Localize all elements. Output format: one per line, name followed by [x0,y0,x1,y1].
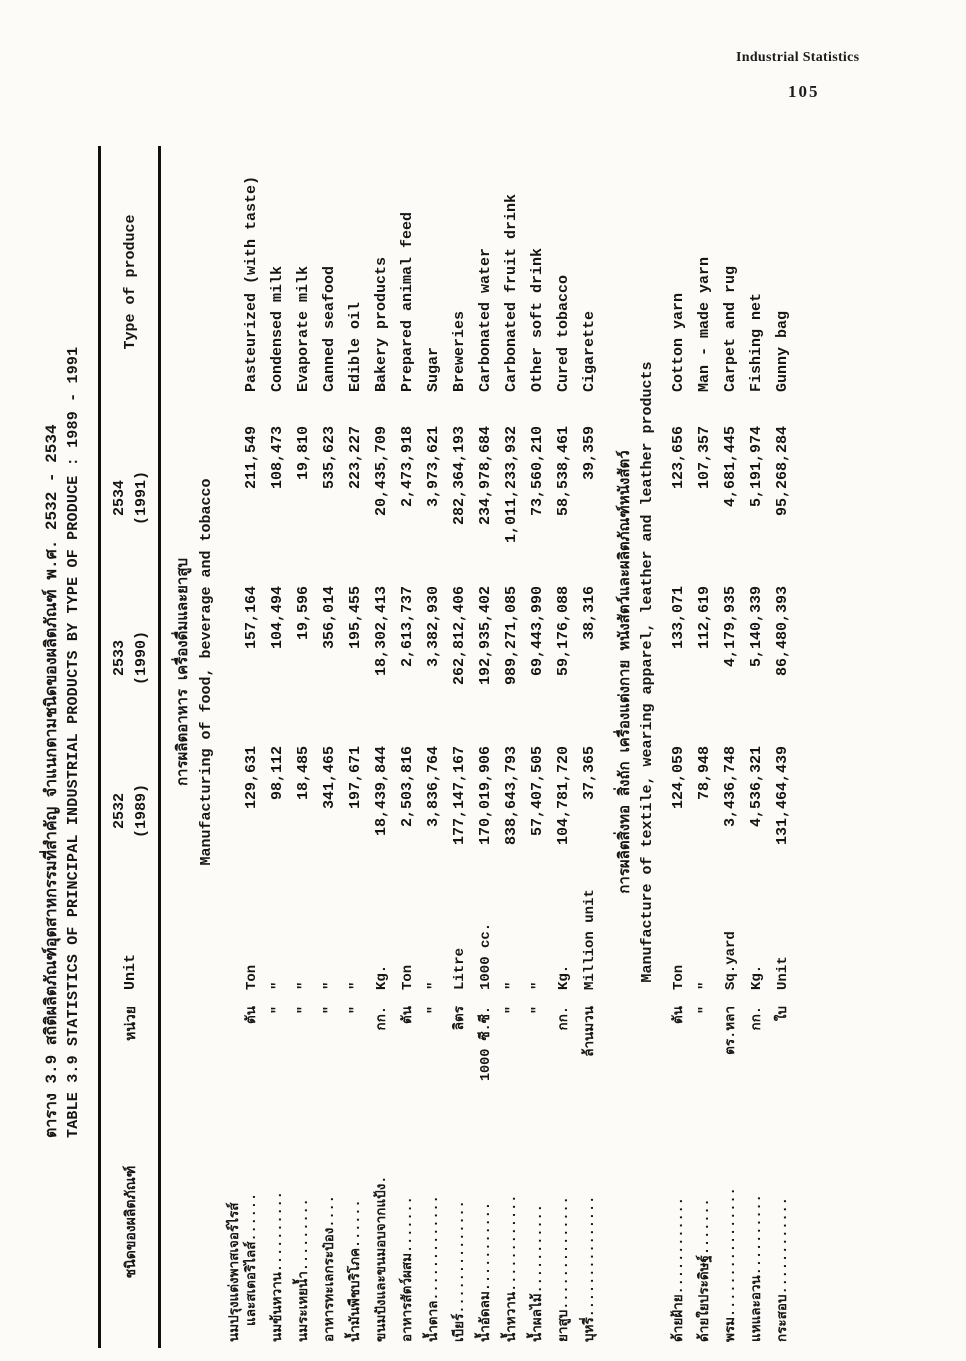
value-2532-cell: 129,631 [242,746,260,810]
product-name-thai-cell [369,1096,395,1348]
product-name-thai-line1: พรม................ [723,1187,739,1342]
section-heading-english: Manufacture of textile, wearing apparel, leather and leather products [639,361,657,983]
table-row [291,146,317,1348]
product-name-english-cell: Breweries [450,310,468,392]
value-2534-cell: 535,623 [320,426,338,490]
unit-thai-cell: " [296,1006,312,1015]
value-2533-cell: 18,302,413 [372,586,390,677]
table-header [99,146,160,1348]
value-2532-cell: 18,485 [294,746,312,801]
value-2534-cell: 19,810 [294,426,312,481]
table-row [317,146,343,1348]
value-2533-cell: 2,613,737 [398,586,416,668]
unit-english-cell: Litre [451,947,468,990]
table-row [551,146,577,1348]
value-2533-cell: 356,014 [320,586,338,650]
value-2533-cell: 59,176,088 [554,586,572,677]
table-title-thai: ตาราง 3.9 สถิติผลิตภัณฑ์อุตสาหกรรมที่สำคัญ จำแนกตามชนิดของผลิตภัณฑ์ พ.ศ. 2532 - 2534 [43,424,61,1138]
product-name-thai-cell [744,1096,770,1348]
product-name-english-cell: Evaporate milk [294,265,312,392]
unit-english-cell: Ton [243,964,260,990]
value-2533-cell: 133,071 [669,586,687,650]
product-name-english-cell: Prepared animal feed [398,211,416,392]
value-2533-cell: 86,480,393 [773,586,791,677]
table-row [224,146,264,1348]
product-name-english-cell: Other soft drink [528,247,546,392]
col-header-year-2534 [99,418,160,578]
unit-english-cell: " [269,981,286,990]
product-name-thai-cell [551,1096,577,1348]
product-name-thai-line1: น้ำหวาน............ [504,1194,520,1342]
page-header [736,50,916,102]
rotated-table-container [38,138,943,1350]
product-name-english-cell: Cured tobacco [554,274,572,392]
col-header-year-2532 [99,738,160,884]
product-name-thai-line1: บุหรี่............... [582,1195,598,1342]
unit-english-cell: Unit [774,956,791,990]
value-2533-cell: 195,455 [346,586,364,650]
value-2534-cell: 39,359 [580,426,598,481]
product-name-thai-line1: น้ำมันพืชบริโภค...... [348,1199,364,1342]
table-row [577,146,603,1348]
value-2533-cell: 4,179,935 [721,586,739,668]
value-2532-cell: 104,781,720 [554,746,572,846]
table-title-english: TABLE 3.9 STATISTICS OF PRINCIPAL INDUSTRIAL PRODUCTS BY TYPE OF PRODUCE : 1989 - 1991 [64,346,82,1138]
product-name-thai-cell [291,1096,317,1348]
section-heading-row [603,146,666,1348]
unit-thai-cell: " [348,1006,364,1015]
product-name-thai-line1: น้ำผลไม้........... [530,1204,546,1342]
value-2533-cell: 5,140,339 [747,586,765,668]
value-2532-cell: 37,365 [580,746,598,801]
unit-english-cell: Ton [670,964,687,990]
value-2534-cell: 123,656 [669,426,687,490]
value-2534-cell: 108,473 [268,426,286,490]
table-row [718,146,744,1348]
section-heading-row [160,146,225,1348]
value-2534-cell: 107,357 [695,426,713,490]
unit-english-cell: " [321,981,338,990]
product-name-thai-cell [421,1096,447,1348]
col-header-unit-english: Unit [122,953,140,990]
product-name-english-cell: Fishing net [747,292,765,392]
product-name-thai-line1: น้ำอัดลม........... [478,1202,494,1342]
product-name-thai-line1: ด้ายฝ้าย............ [671,1197,687,1342]
col-header-product-thai: ชนิดของผลิตภัณฑ์ [123,1165,140,1279]
unit-thai-cell: " [697,1006,713,1015]
table-row [525,146,551,1348]
value-2532-cell: 98,112 [268,746,286,801]
value-2532-cell: 170,019,906 [476,746,494,846]
unit-english-cell: Kg. [373,964,390,990]
product-name-thai-cell [395,1096,421,1348]
table-row [343,146,369,1348]
product-name-thai-line1: แหและอวน.......... [749,1194,765,1342]
value-2534-cell: 282,364,193 [450,426,468,526]
section-heading-thai: การผลิตสิ่งทอ สิ่งถัก เครื่องแต่งกาย หนังสัตว์และผลิตภัณฑ์หนังสัตว์ [616,450,634,894]
page-number: 105 [788,82,820,101]
product-name-thai-line1: กระสอบ............ [775,1197,791,1342]
unit-english-cell: " [529,981,546,990]
value-2533-cell: 104,494 [268,586,286,650]
value-2533-cell: 112,619 [695,586,713,650]
table-title-block [42,138,84,1138]
section-heading-cell [603,146,666,1348]
product-name-english-cell: Pasteurized (with taste) [242,175,260,392]
col-header-type-of-produce: Type of produce [122,214,140,350]
unit-thai-cell: กก. [556,1006,572,1031]
unit-thai-cell: ตร.หลา [723,1006,739,1055]
value-2532-cell: 2,503,816 [398,746,416,828]
product-name-thai-cell [692,1096,718,1348]
unit-thai-cell: " [322,1006,338,1015]
year-buddhist: 2532 [110,793,128,830]
product-name-english-cell: Condensed milk [268,265,286,392]
product-name-thai-cell [718,1096,744,1348]
value-2532-cell: 838,643,793 [502,746,520,846]
value-2534-cell: 20,435,709 [372,426,390,517]
unit-english-cell: Million unit [581,889,598,990]
unit-english-cell: Kg. [748,964,765,990]
year-buddhist: 2533 [110,640,128,677]
product-name-thai-line1: ด้ายใยประดิษฐ์....... [697,1198,713,1342]
value-2532-cell: 4,536,321 [747,746,765,828]
product-name-english-cell: Cotton yarn [669,292,687,392]
table-row [770,146,796,1348]
value-2533-cell: 157,164 [242,586,260,650]
table-row [369,146,395,1348]
section-heading-cell [160,146,225,1348]
value-2534-cell: 73,560,210 [528,426,546,517]
value-2534-cell: 58,538,461 [554,426,572,517]
value-2534-cell: 3,973,621 [424,426,442,508]
product-name-thai-line1: นมระเหยน้ำ......... [296,1198,312,1342]
product-name-thai-line1: เบียร์.............. [452,1200,468,1342]
value-2532-cell: 131,464,439 [773,746,791,846]
product-name-thai-cell [577,1096,603,1348]
value-2532-cell: 78,948 [695,746,713,801]
product-name-thai-cell [499,1096,525,1348]
table-body [160,146,796,1348]
product-name-thai-line1: ยาสูบ.............. [556,1196,572,1342]
unit-thai-cell: " [426,1006,442,1015]
year-gregorian: (1989) [132,784,150,839]
value-2533-cell: 69,443,990 [528,586,546,677]
unit-english-cell: " [696,981,713,990]
unit-thai-cell: กก. [374,1006,390,1031]
unit-thai-cell: ล้านมวน [582,1006,598,1057]
table-row [692,146,718,1348]
landscape-canvas [42,138,947,1350]
running-head: Industrial Statistics [736,50,860,65]
value-2534-cell: 234,978,684 [476,426,494,526]
year-gregorian: (1991) [132,471,150,526]
value-2534-cell: 223,227 [346,426,364,490]
product-name-english-cell: Cigarette [580,310,598,392]
unit-english-cell: Ton [399,964,416,990]
product-name-thai-line1: อาหารทะเลกระป๋อง.... [322,1195,338,1342]
product-name-thai-cell [666,1096,692,1348]
unit-english-cell: Kg. [555,964,572,990]
product-name-thai-line1: อาหารสัตว์ผสม....... [400,1196,416,1342]
product-name-english-cell: Carbonated fruit drink [502,193,520,392]
product-name-english-cell: Bakery products [372,256,390,392]
table-row [421,146,447,1348]
col-header-unit-thai: หน่วย [123,1006,140,1041]
value-2532-cell: 3,436,748 [721,746,739,828]
value-2534-cell: 1,011,233,932 [502,426,520,544]
unit-thai-cell: " [270,1006,286,1015]
unit-thai-cell: ลิตร [452,1006,468,1031]
unit-thai-cell: 1000 ซี.ซี. [478,1006,494,1082]
table-row [447,146,473,1348]
table-row [499,146,525,1348]
product-name-thai-line1: ขนมปังและขนมอบจากแป้ง. [374,1175,390,1342]
table-row [265,146,291,1348]
product-name-english-cell: Sugar [424,346,442,392]
product-name-english-cell: Edible oil [346,301,364,392]
unit-thai-cell: กก. [749,1006,765,1031]
product-name-thai-cell [473,1096,499,1348]
unit-thai-cell: ตัน [671,1006,687,1024]
product-name-english-cell: Gunny bag [773,310,791,392]
value-2534-cell: 4,681,445 [721,426,739,508]
unit-thai-cell: " [530,1006,546,1015]
value-2532-cell: 197,671 [346,746,364,810]
value-2532-cell: 3,836,764 [424,746,442,828]
section-heading-english: Manufacturing of food, beverage and tobacco [197,478,215,866]
value-2532-cell: 57,407,505 [528,746,546,837]
product-name-thai-cell [343,1096,369,1348]
product-name-thai-cell [317,1096,343,1348]
unit-english-cell: Sq.yard [722,931,739,990]
unit-english-cell: 1000 cc. [477,922,494,990]
product-name-thai-cell [525,1096,551,1348]
unit-thai-cell: ตัน [244,1006,260,1024]
product-name-thai-line2: และสเตอริไลส์...... [244,1192,260,1326]
value-2532-cell: 18,439,844 [372,746,390,837]
product-name-thai-cell [447,1096,473,1348]
year-buddhist: 2534 [110,480,128,517]
table-row [395,146,421,1348]
value-2532-cell: 177,147,167 [450,746,468,846]
unit-english-cell: " [295,981,312,990]
value-2532-cell: 124,059 [669,746,687,810]
table-row [666,146,692,1348]
value-2534-cell: 95,268,284 [773,426,791,517]
product-name-thai-line1: นมปรุงแต่งพาสเจอร์ไรส์ [228,1202,244,1342]
section-heading-thai: การผลิตอาหาร เครื่องดื่มและยาสูบ [175,557,193,787]
value-2533-cell: 19,596 [294,586,312,641]
value-2534-cell: 2,473,918 [398,426,416,508]
unit-thai-cell: " [504,1006,520,1015]
value-2533-cell: 262,812,406 [450,586,468,686]
value-2532-cell: 341,465 [320,746,338,810]
unit-english-cell: " [347,981,364,990]
year-gregorian: (1990) [132,631,150,686]
col-header-year-2533 [99,578,160,738]
product-name-thai-line1: นมข้นหวาน.......... [270,1191,286,1342]
value-2533-cell: 192,935,402 [476,586,494,686]
product-name-english-cell: Man - made yarn [695,256,713,392]
product-name-thai-line1: น้ำตาล............. [426,1195,442,1342]
table-row [473,146,499,1348]
product-name-thai-cell [770,1096,796,1348]
unit-english-cell: " [503,981,520,990]
value-2534-cell: 211,549 [242,426,260,490]
value-2533-cell: 38,316 [580,586,598,641]
value-2534-cell: 5,191,974 [747,426,765,508]
unit-thai-cell: ใบ [775,1006,791,1022]
table-row [744,146,770,1348]
product-name-english-cell: Carpet and rug [721,265,739,392]
product-name-thai-cell [265,1096,291,1348]
value-2533-cell: 3,382,930 [424,586,442,668]
product-name-english-cell: Canned seafood [320,265,338,392]
value-2533-cell: 989,271,085 [502,586,520,686]
unit-english-cell: " [425,981,442,990]
product-name-english-cell: Carbonated water [476,247,494,392]
product-name-thai-cell [224,1096,264,1348]
statistics-table [98,146,796,1348]
unit-thai-cell: ตัน [400,1006,416,1024]
